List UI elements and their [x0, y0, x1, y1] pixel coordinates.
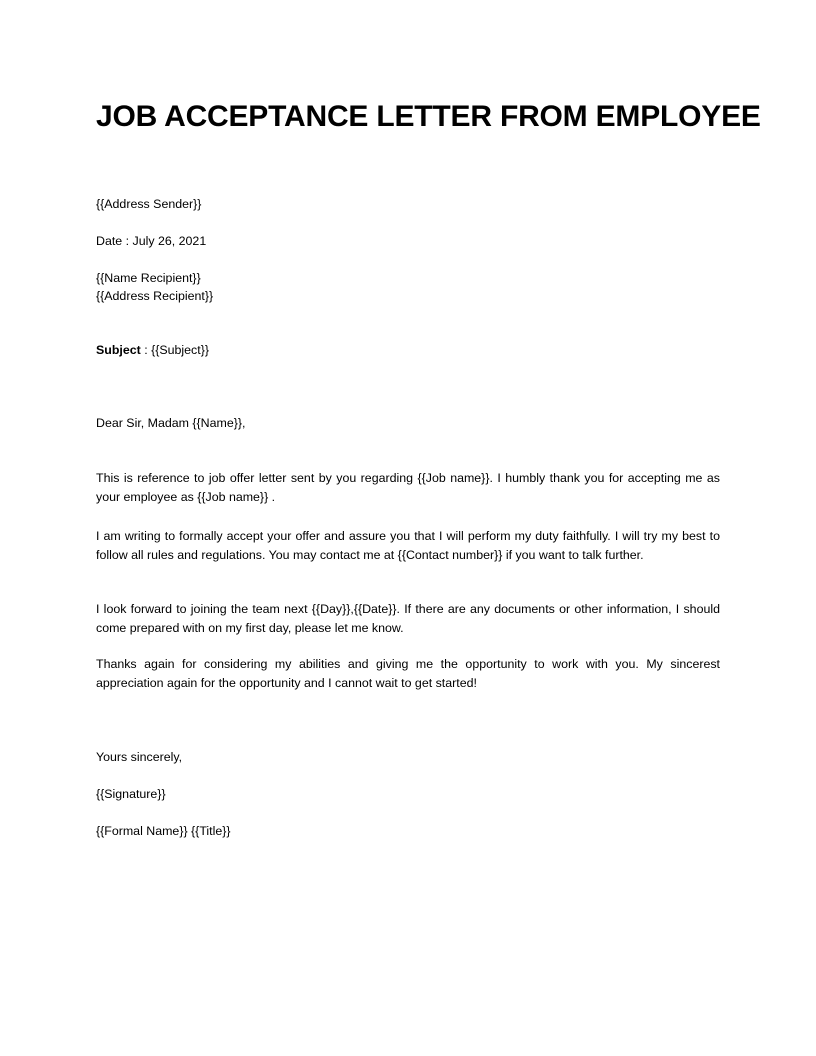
subject-value: : {{Subject}} [140, 343, 209, 357]
closing: Yours sincerely, [96, 750, 183, 764]
body-paragraph-1: This is reference to job offer letter sent by you regarding {{Job name}}. I humbly thank you for accepting me as your employee as {{Job name}} . [96, 471, 720, 504]
subject-label: Subject [96, 343, 141, 357]
letter-page [96, 0, 761, 1056]
body-paragraph-4: Thanks again for considering my abilities and giving me the opportunity to work with you. My sincerest appreciation again for the opportunity and I cannot wait to get started! [96, 657, 720, 690]
salutation: Dear Sir, Madam {{Name}}, [96, 416, 246, 430]
subject-line [96, 341, 209, 360]
recipient-name: {{Name Recipient}} [96, 271, 201, 285]
date-line: Date : July 26, 2021 [96, 234, 207, 248]
document-title: JOB ACCEPTANCE LETTER FROM EMPLOYEE [96, 100, 761, 133]
formal-name-title: {{Formal Name}} {{Title}} [96, 824, 231, 838]
body-paragraph-3: I look forward to joining the team next {{Day}},{{Date}}. If there are any documents or other information, I should come prepared with on my first day, please let me know. [96, 602, 720, 635]
sender-address: {{Address Sender}} [96, 197, 202, 211]
body-paragraph-2: I am writing to formally accept your offer and assure you that I will perform my duty faithfully. I will try my best to follow all rules and regulations. You may contact me at {{Contact number}} if you want to talk further. [96, 529, 720, 562]
signature: {{Signature}} [96, 787, 166, 801]
recipient-address: {{Address Recipient}} [96, 289, 214, 303]
